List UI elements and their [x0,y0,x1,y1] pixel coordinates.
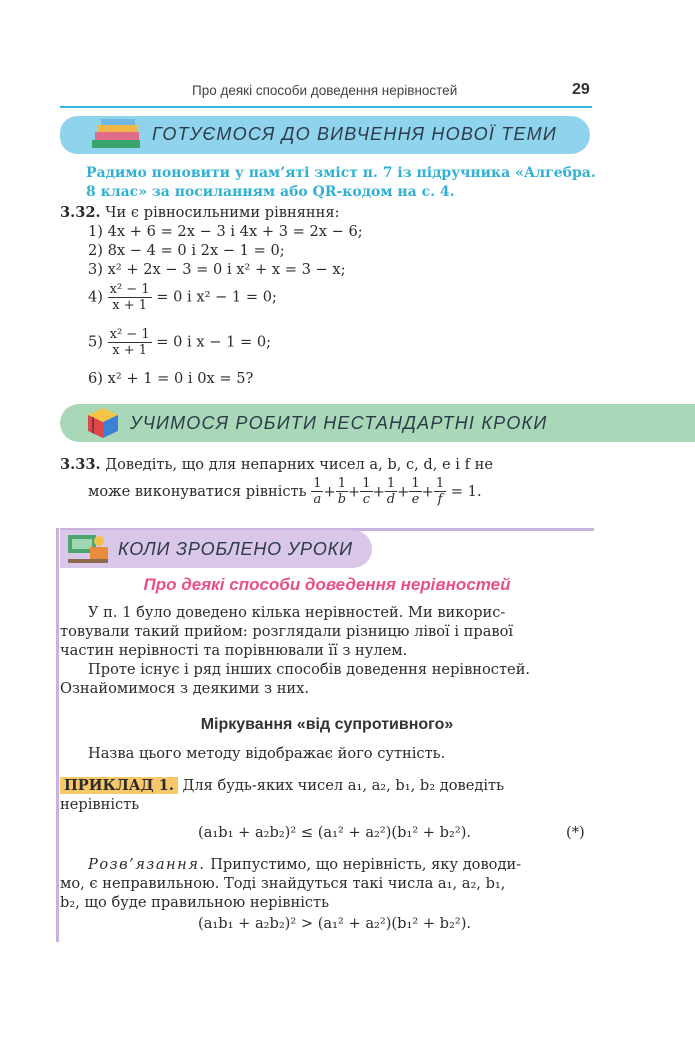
fraction [108,327,152,358]
paragraph-line: Ознайомимося з деякими з них. [60,680,310,697]
hint-line-1: Радимо поновити у пам’яті зміст п. 7 із підручника «Алгебра. [86,165,596,181]
fraction-denominator: x + 1 [112,298,147,313]
paragraph-line: частин нерівності та порівнювали її з нулем. [60,642,408,659]
fraction-denominator: a [313,492,322,507]
fraction-denominator: x + 1 [112,343,147,358]
fraction-denominator: e [411,492,420,507]
example-1 [60,776,504,795]
fraction-numerator: 1 [411,476,420,491]
plus-sign: + [421,483,434,500]
solution-label: Розв’язання. [88,856,206,873]
lesson-title: Про деякі способи доведення нерівностей [143,575,511,594]
fraction-numerator: 1 [435,476,445,491]
solution-line: b₂, що буде правильною нерівність [60,894,330,911]
fraction-sum [311,476,446,507]
fraction-numerator: 1 [385,476,397,492]
exercise-number: 3.33. [60,456,101,473]
fraction-denominator: c [362,492,371,507]
example-text-2: нерівність [60,796,140,813]
page-number: 29 [572,81,590,98]
solution-text: Припустимо, що нерівність, яку доводи- [205,856,522,873]
formula-2: (a₁b₁ + a₂b₂)² > (a₁² + a₂²)(b₁² + b₂²). [198,915,472,932]
item-label: 4) [88,288,103,306]
plus-sign: + [397,483,410,500]
exercise-text: може виконуватися рівність [88,483,307,500]
fraction [360,476,372,507]
subheading: Міркування «від супротивного» [200,716,454,733]
example-text: Для будь-яких чисел a₁, a₂, b₁, b₂ доведіть [177,777,505,794]
solution [60,855,594,912]
fraction-numerator: 1 [336,476,348,492]
exercise-question: Чи є рівносильними рівняння: [105,204,340,221]
item-rest: = 0 і x − 1 = 0; [156,333,272,351]
paragraph-line: Проте існує і ряд інших способів доведення нерівностей. [88,661,531,678]
fraction-numerator: x² − 1 [109,327,150,342]
fraction [385,476,397,507]
paragraph-3: Назва цього методу відображає його сутність. [88,745,446,762]
example-tag: ПРИКЛАД 1. [60,777,178,794]
running-title: Про деякі способи доведення нерівностей [192,83,458,98]
solution-line: мо, є неправильною. Тоді знайдуться такі числа a₁, a₂, b₁, [60,875,506,892]
equation-tail: = 1. [450,483,482,500]
exercise-332-item-2: 2) 8x − 4 = 0 і 2x − 1 = 0; [88,242,285,259]
exercise-332-item-3: 3) x² + 2x − 3 = 0 і x² + x = 3 − x; [88,261,346,278]
formula-1-label: (*) [566,824,585,841]
exercise-332-item-6: 6) x² + 1 = 0 і 0x = 5? [88,370,254,387]
rubiks-cube-icon [86,406,120,440]
fraction-denominator: b [337,492,347,507]
fraction-numerator: x² − 1 [109,282,150,297]
exercise-333-line-1 [60,455,493,474]
desk-icon [66,531,110,565]
exercise-number: 3.32. [60,204,101,221]
fraction-numerator: 1 [362,476,371,491]
exercise-332-item-4 [88,282,277,313]
paragraph-line: У п. 1 було доведено кілька нерівностей. Ми викорис- [88,604,506,621]
hint-line-2: 8 клас» за посиланням або QR-кодом на с. 4. [86,184,455,200]
paragraph-line: товували такий прийом: розглядали різницю лівої і правої [60,623,514,640]
exercise-text: Доведіть, що для непарних чисел a, b, c, d, e і f не [105,456,494,473]
exercise-332-item-1: 1) 4x + 6 = 2x − 3 і 4x + 3 = 2x − 6; [88,223,363,240]
plus-sign: + [323,483,336,500]
fraction [409,476,421,507]
plus-sign: + [372,483,385,500]
item-label: 5) [88,333,103,351]
hint-text [86,164,596,202]
paragraph-1 [60,603,594,698]
fraction [311,476,323,507]
exercise-332-item-5 [88,327,271,358]
item-rest: = 0 і x² − 1 = 0; [156,288,277,306]
fraction [108,282,152,313]
banner-prepare-title: ГОТУЄМОСЯ ДО ВИВЧЕННЯ НОВОЇ ТЕМИ [152,124,557,144]
fraction-denominator: f [437,492,443,507]
exercise-333-line-2 [88,476,482,507]
section-side-bar [56,528,59,942]
formula-1: (a₁b₁ + a₂b₂)² ≤ (a₁² + a₂²)(b₁² + b₂²). [198,824,472,841]
fraction [336,476,348,507]
plus-sign: + [348,483,361,500]
books-icon [88,118,144,150]
fraction-denominator: d [386,492,396,507]
fraction [434,476,446,507]
fraction-numerator: 1 [313,476,322,491]
banner-after-title: КОЛИ ЗРОБЛЕНО УРОКИ [118,539,353,559]
exercise-332-header [60,203,340,222]
banner-learn-title: УЧИМОСЯ РОБИТИ НЕСТАНДАРТНІ КРОКИ [130,413,548,433]
